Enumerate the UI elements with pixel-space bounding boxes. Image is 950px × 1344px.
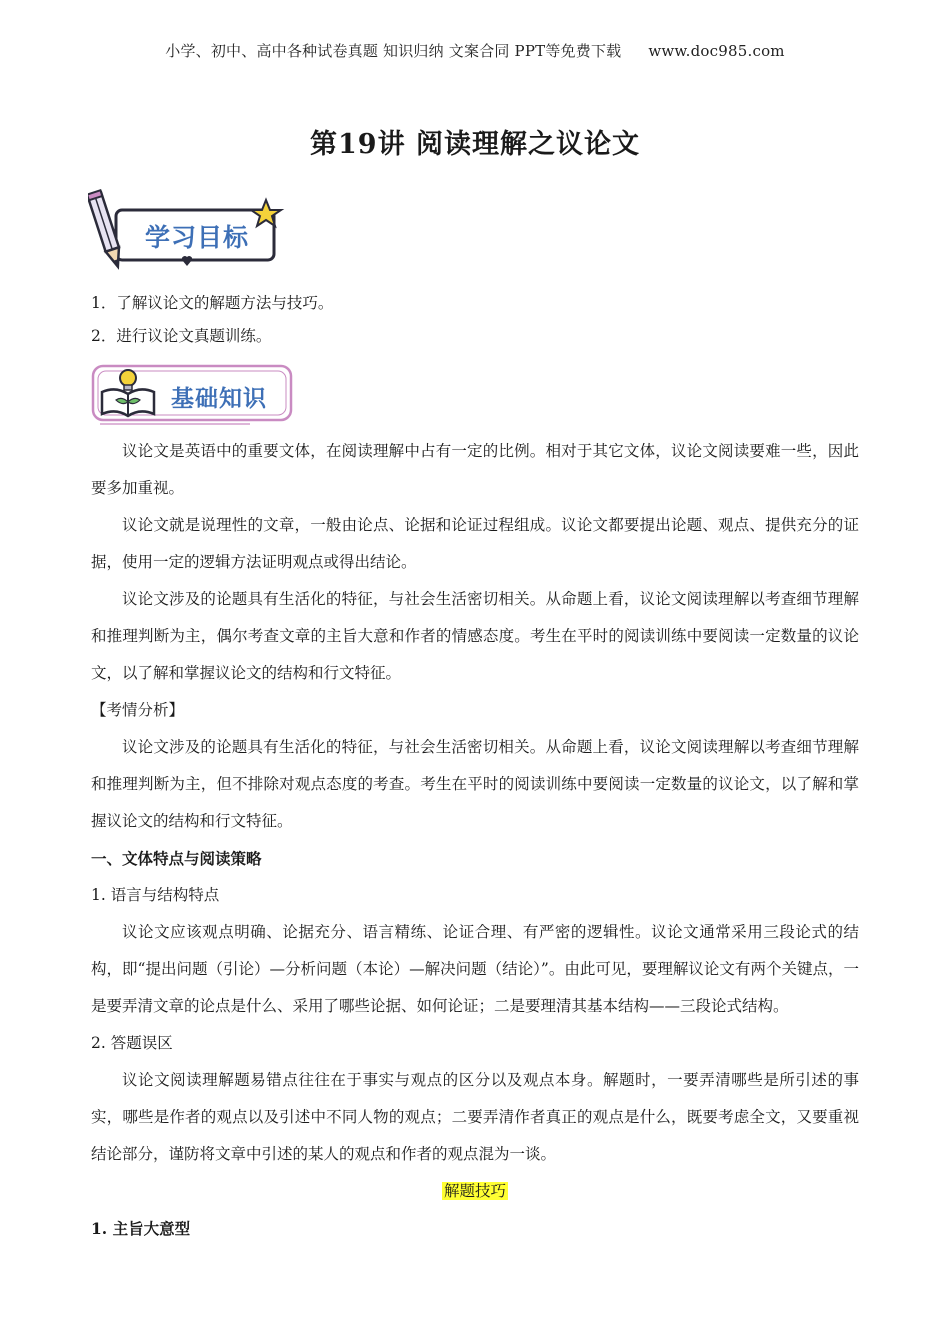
document-body: [91, 433, 859, 1247]
tips-heading-highlight: 解题技巧: [443, 1182, 506, 1200]
header-text: 小学、初中、高中各种试卷真题 知识归纳 文案合同 PPT等免费下载: [165, 42, 622, 60]
goal-item-1: 1．了解议论文的解题方法与技巧。: [91, 294, 334, 312]
paragraph-structure: 议论文应该观点明确、论据充分、语言精练、论证合理、有严密的逻辑性。议论文通常采用三段论式的结构，即“提出问题（引论）—分析问题（本论）—解决问题（结论）”。由此可见，要理解议论文有两个关键点，一是要弄清文章的论点是什么、采用了哪些论据、如何论证；二是要理清其基本结构——三段论式结构。: [91, 923, 859, 1015]
page-title: 第19讲 阅读理解之议论文: [310, 129, 640, 160]
section-heading-features: 一、文体特点与阅读策略: [91, 849, 262, 868]
analysis-heading: 【考情分析】: [91, 701, 185, 719]
paragraph-topics: 议论文涉及的论题具有生活化的特征，与社会生活密切相关。从命题上看，议论文阅读理解以考查细节理解和推理判断为主，偶尔考查文章的主旨大意和作者的情感态度。考生在平时的阅读训练中要阅读一定数量的议论文，以了解和掌握议论文的结构和行文特征。: [91, 590, 859, 682]
page-header: [0, 40, 950, 61]
learning-goals-badge: [88, 188, 288, 274]
paragraph-definition: 议论文就是说理性的文章，一般由论点、论据和论证过程组成。议论文都要提出论题、观点、提供充分的证据，使用一定的逻辑方法证明观点或得出结论。: [91, 516, 859, 571]
tip-main-idea: 1. 主旨大意型: [91, 1219, 191, 1238]
paragraph-analysis: 议论文涉及的论题具有生活化的特征，与社会生活密切相关。从命题上看，议论文阅读理解以考查细节理解和推理判断为主，但不排除对观点态度的考查。考生在平时的阅读训练中要阅读一定数量的议论文，以了解和掌握议论文的结构和行文特征。: [91, 738, 859, 830]
basic-knowledge-label: 基础知识: [171, 386, 267, 412]
subheading-language-structure: 1. 语言与结构特点: [91, 886, 220, 904]
goal-item-2: 2．进行议论文真题训练。: [91, 327, 272, 345]
tips-heading: [91, 1173, 859, 1210]
paragraph-intro: 议论文是英语中的重要文体，在阅读理解中占有一定的比例。相对于其它文体，议论文阅读要难一些，因此要多加重视。: [91, 442, 859, 497]
learning-goals-label: 学习目标: [144, 223, 249, 252]
paragraph-pitfalls: 议论文阅读理解题易错点往往在于事实与观点的区分以及观点本身。解题时，一要弄清哪些是所引述的事实，哪些是作者的观点以及引述中不同人物的观点；二要弄清作者真正的观点是什么，既要考虑全文，又要重视结论部分，谨防将文章中引述的某人的观点和作者的观点混为一谈。: [91, 1071, 859, 1163]
subheading-pitfalls: 2. 答题误区: [91, 1034, 173, 1052]
basic-knowledge-badge: [90, 362, 295, 428]
header-url[interactable]: www.doc985.com: [648, 42, 785, 60]
